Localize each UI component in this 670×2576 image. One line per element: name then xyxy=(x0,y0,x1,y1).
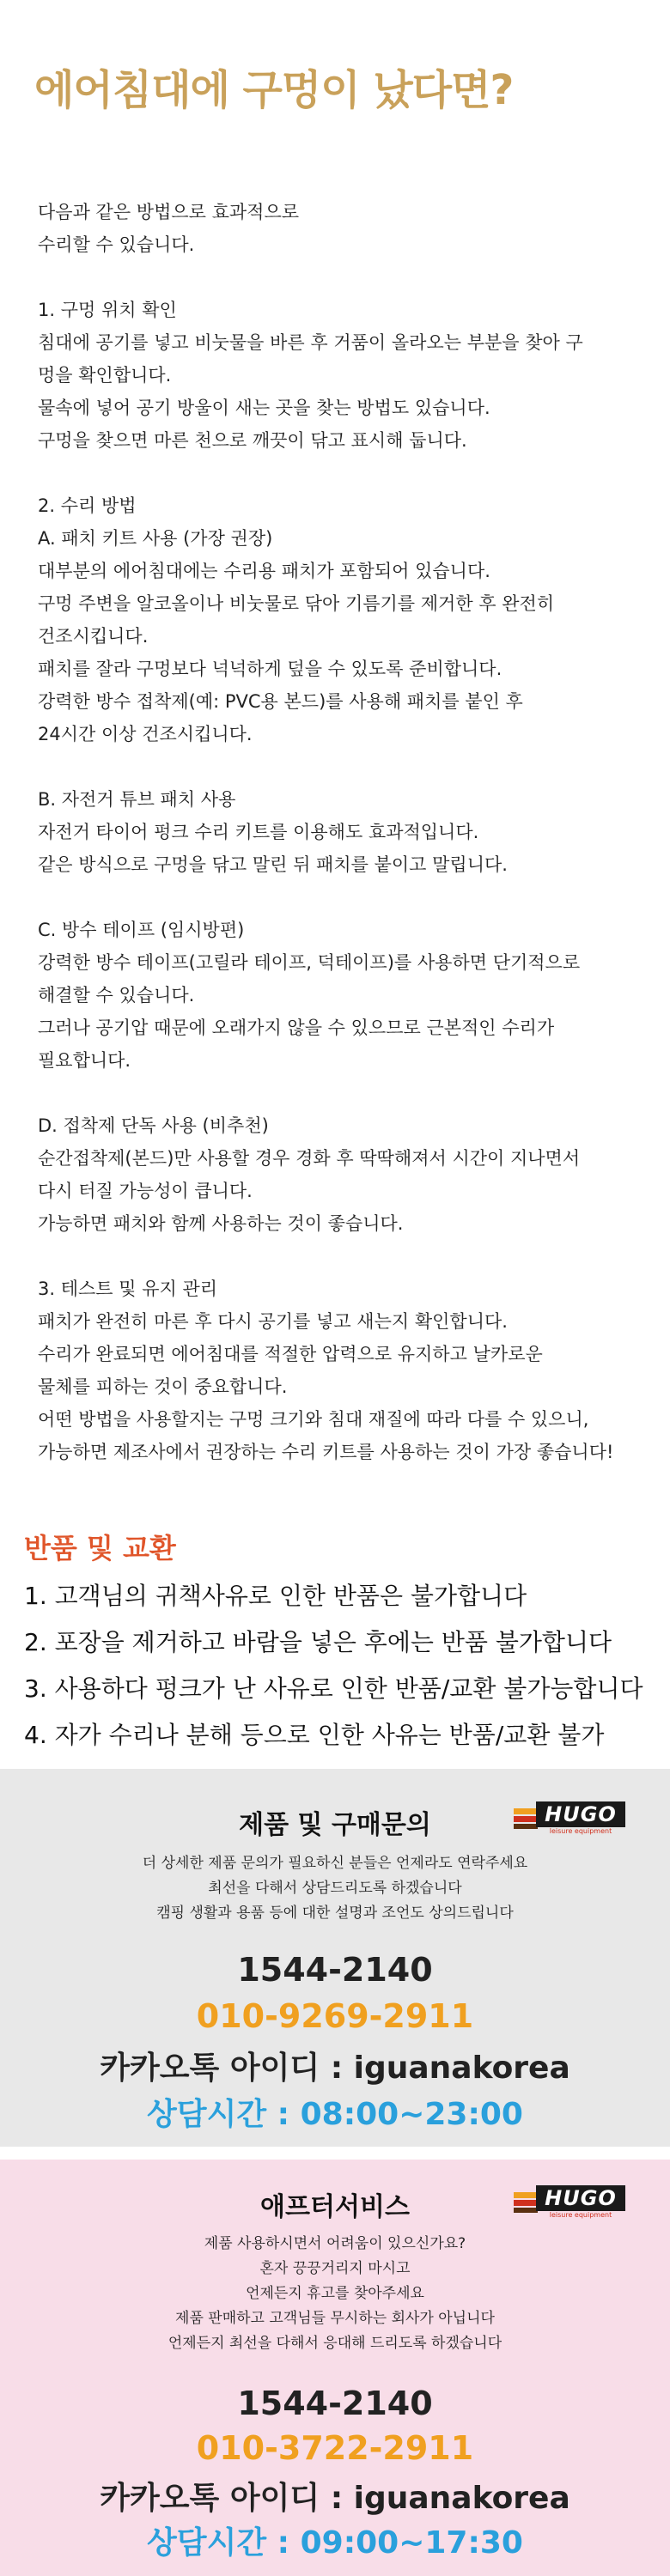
text-line: 어떤 방법을 사용할지는 구멍 크기와 침대 재질에 따라 다를 수 있으니, xyxy=(38,1409,589,1430)
repair-guide xyxy=(38,196,639,1501)
text-line: A. 패치 키트 사용 (가장 권장) xyxy=(38,528,273,549)
text-line: 순간접착제(본드)만 사용할 경우 경화 후 딱딱해져서 시간이 지나면서 xyxy=(38,1148,581,1169)
text-line: 가능하면 패치와 함께 사용하는 것이 좋습니다. xyxy=(38,1213,404,1234)
text-line: C. 방수 테이프 (임시방편) xyxy=(38,920,245,940)
text-line: 가능하면 제조사에서 권장하는 수리 키트를 사용하는 것이 가장 좋습니다! xyxy=(38,1442,614,1462)
inquiry-kakao-id: 카카오톡 아이디 : iguanakorea xyxy=(100,2050,570,2086)
text-line: 수리가 완료되면 에어침대를 적절한 압력으로 유지하고 날카로운 xyxy=(38,1344,543,1364)
returns-item: 4. 자가 수리나 분해 등으로 인한 사유는 반품/교환 불가 xyxy=(24,1721,605,1749)
afterservice-description xyxy=(0,2232,670,2356)
text-line: 다음과 같은 방법으로 효과적으로 xyxy=(38,202,300,222)
afterservice-kakao-id: 카카오톡 아이디 : iguanakorea xyxy=(100,2481,570,2516)
step-2b-paragraph xyxy=(38,783,639,881)
text-line: 패치를 잘라 구멍보다 넉넉하게 덮을 수 있도록 준비합니다. xyxy=(38,659,502,679)
text-line: 필요합니다. xyxy=(38,1050,131,1071)
text-line: 캠핑 생활과 용품 등에 대한 설명과 조언도 상의드립니다 xyxy=(156,1905,514,1922)
logo-brand: HUGO xyxy=(536,1801,625,1827)
returns-heading: 반품 및 교환 xyxy=(24,1532,176,1564)
intro-paragraph xyxy=(38,196,639,261)
afterservice-mobile[interactable]: 010-3722-2911 xyxy=(196,2429,474,2467)
text-line: 물체를 피하는 것이 중요합니다. xyxy=(38,1376,288,1397)
text-line: B. 자전거 튜브 패치 사용 xyxy=(38,789,236,810)
returns-item: 2. 포장을 제거하고 바람을 넣은 후에는 반품 불가합니다 xyxy=(24,1628,612,1656)
inquiry-panel xyxy=(0,1769,670,2147)
step-1-paragraph xyxy=(38,294,639,457)
afterservice-phone[interactable]: 1544-2140 xyxy=(237,2385,433,2422)
text-line: 패치가 완전히 마른 후 다시 공기를 넣고 새는지 확인합니다. xyxy=(38,1311,508,1332)
text-line: 구멍을 찾으면 마른 천으로 깨끗이 닦고 표시해 둡니다. xyxy=(38,430,467,451)
text-line: 1. 구멍 위치 확인 xyxy=(38,300,177,320)
returns-list xyxy=(24,1573,643,1759)
text-line: 다시 터질 가능성이 큽니다. xyxy=(38,1181,253,1201)
text-line: 수리할 수 있습니다. xyxy=(38,234,195,255)
logo-tagline: leisure equipment xyxy=(549,1827,612,1835)
logo-mark-icon xyxy=(514,1808,538,1829)
text-line: D. 접착제 단독 사용 (비추천) xyxy=(38,1115,269,1136)
text-line: 멍을 확인합니다. xyxy=(38,365,172,386)
inquiry-phone[interactable]: 1544-2140 xyxy=(237,1951,433,1989)
text-line: 건조시킵니다. xyxy=(38,626,149,647)
text-line: 해결할 수 있습니다. xyxy=(38,985,195,1005)
text-line: 제품 판매하고 고객님들 무시하는 회사가 아닙니다 xyxy=(175,2310,495,2327)
text-line: 최선을 다해서 상담드리도록 하겠습니다 xyxy=(208,1880,462,1897)
inquiry-mobile[interactable]: 010-9269-2911 xyxy=(196,1997,474,2035)
logo-tagline: leisure equipment xyxy=(549,2211,612,2219)
inquiry-heading: 제품 및 구매문의 xyxy=(239,1810,431,1840)
text-line: 혼자 끙끙거리지 마시고 xyxy=(259,2260,411,2277)
text-line: 강력한 방수 접착제(예: PVC용 본드)를 사용해 패치를 붙인 후 xyxy=(38,691,523,712)
text-line: 24시간 이상 건조시킵니다. xyxy=(38,724,253,744)
inquiry-hours: 상담시간 : 08:00~23:00 xyxy=(147,2097,523,2132)
page-title: 에어침대에 구멍이 났다면? xyxy=(34,66,514,114)
text-line: 강력한 방수 테이프(고릴라 테이프, 덕테이프)를 사용하면 단기적으로 xyxy=(38,952,581,973)
text-line: 구멍 주변을 알코올이나 비눗물로 닦아 기름기를 제거한 후 완전히 xyxy=(38,593,555,614)
text-line: 물속에 넣어 공기 방울이 새는 곳을 찾는 방법도 있습니다. xyxy=(38,398,490,418)
text-line: 더 상세한 제품 문의가 필요하신 분들은 언제라도 연락주세요 xyxy=(142,1855,528,1872)
hugo-logo xyxy=(514,2184,627,2220)
text-line: 자전거 타이어 펑크 수리 키트를 이용해도 효과적입니다. xyxy=(38,822,479,842)
returns-item: 1. 고객님의 귀책사유로 인한 반품은 불가합니다 xyxy=(24,1582,527,1610)
hugo-logo xyxy=(514,1800,627,1836)
text-line: 제품 사용하시면서 어려움이 있으신가요? xyxy=(204,2235,466,2252)
text-line: 대부분의 에어침대에는 수리용 패치가 포함되어 있습니다. xyxy=(38,561,490,581)
step-2c-paragraph xyxy=(38,914,639,1077)
text-line: 언제든지 최선을 다해서 응대해 드리도록 하겠습니다 xyxy=(168,2335,502,2352)
logo-mark-icon xyxy=(514,2192,538,2213)
logo-brand: HUGO xyxy=(536,2185,625,2211)
text-line: 언제든지 휴고를 찾아주세요 xyxy=(246,2285,424,2302)
text-line: 3. 테스트 및 유지 관리 xyxy=(38,1279,218,1299)
text-line: 그러나 공기압 때문에 오래가지 않을 수 있으므로 근본적인 수리가 xyxy=(38,1018,555,1038)
inquiry-description xyxy=(0,1851,670,1926)
step-2a-paragraph xyxy=(38,489,639,750)
step-2d-paragraph xyxy=(38,1109,639,1240)
returns-item: 3. 사용하다 펑크가 난 사유로 인한 반품/교환 불가능합니다 xyxy=(24,1674,643,1703)
text-line: 2. 수리 방법 xyxy=(38,495,137,516)
afterservice-heading: 애프터서비스 xyxy=(260,2192,410,2222)
afterservice-panel xyxy=(0,2160,670,2576)
step-3-paragraph xyxy=(38,1273,639,1468)
text-line: 같은 방식으로 구멍을 닦고 말린 뒤 패치를 붙이고 말립니다. xyxy=(38,854,508,875)
text-line: 침대에 공기를 넣고 비눗물을 바른 후 거품이 올라오는 부분을 찾아 구 xyxy=(38,332,583,353)
afterservice-hours: 상담시간 : 09:00~17:30 xyxy=(147,2525,523,2561)
